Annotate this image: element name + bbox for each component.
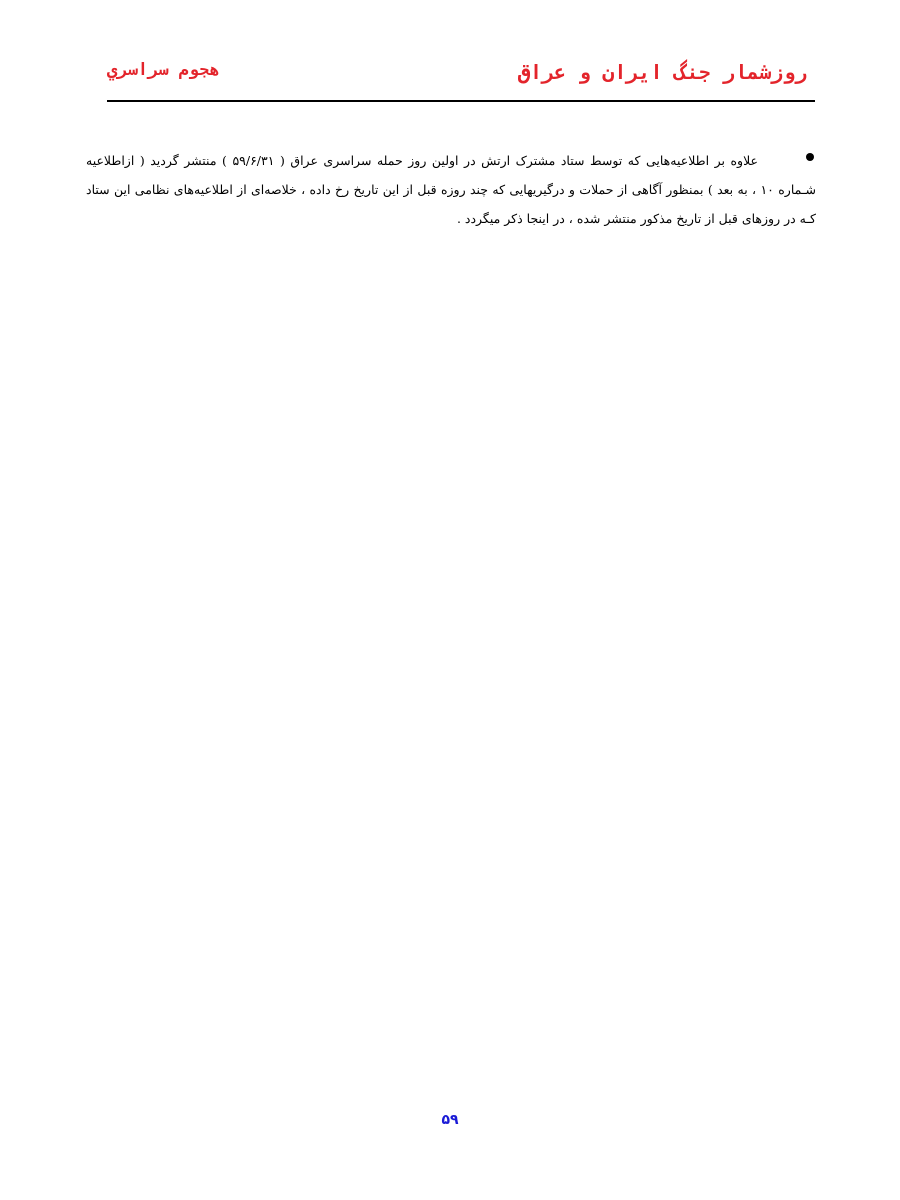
page-header <box>107 52 815 92</box>
page-content <box>86 146 816 233</box>
header-divider <box>107 100 815 102</box>
book-title: روزشمار جنگ ايران و عراق <box>518 60 807 84</box>
section-title: هجوم سراسري <box>107 60 220 80</box>
bullet-paragraph <box>86 146 816 233</box>
page-number: ۵۹ <box>441 1112 459 1128</box>
bullet-icon <box>806 153 814 161</box>
paragraph-text: علاوه بر اطلاعیه‌هایی که توسط ستاد مشترک ارتش در اولین روز حمله سراسری عراق ( ۵۹/۶/۳۱ ) منتشر گردید ( ازاطلاعیه شـماره ۱۰ ، به بعد ) بمنظور آگاهی از حملات و درگیریهایی که چند روزه قبل از این تاریخ رخ داده ، خلاصه‌ای از اطلاعیه‌های نظامی این ستاد کـه در روزهای قبل از تاریخ مذکور منتشر شده ، در اینجا ذکر میگردد . <box>86 153 816 226</box>
